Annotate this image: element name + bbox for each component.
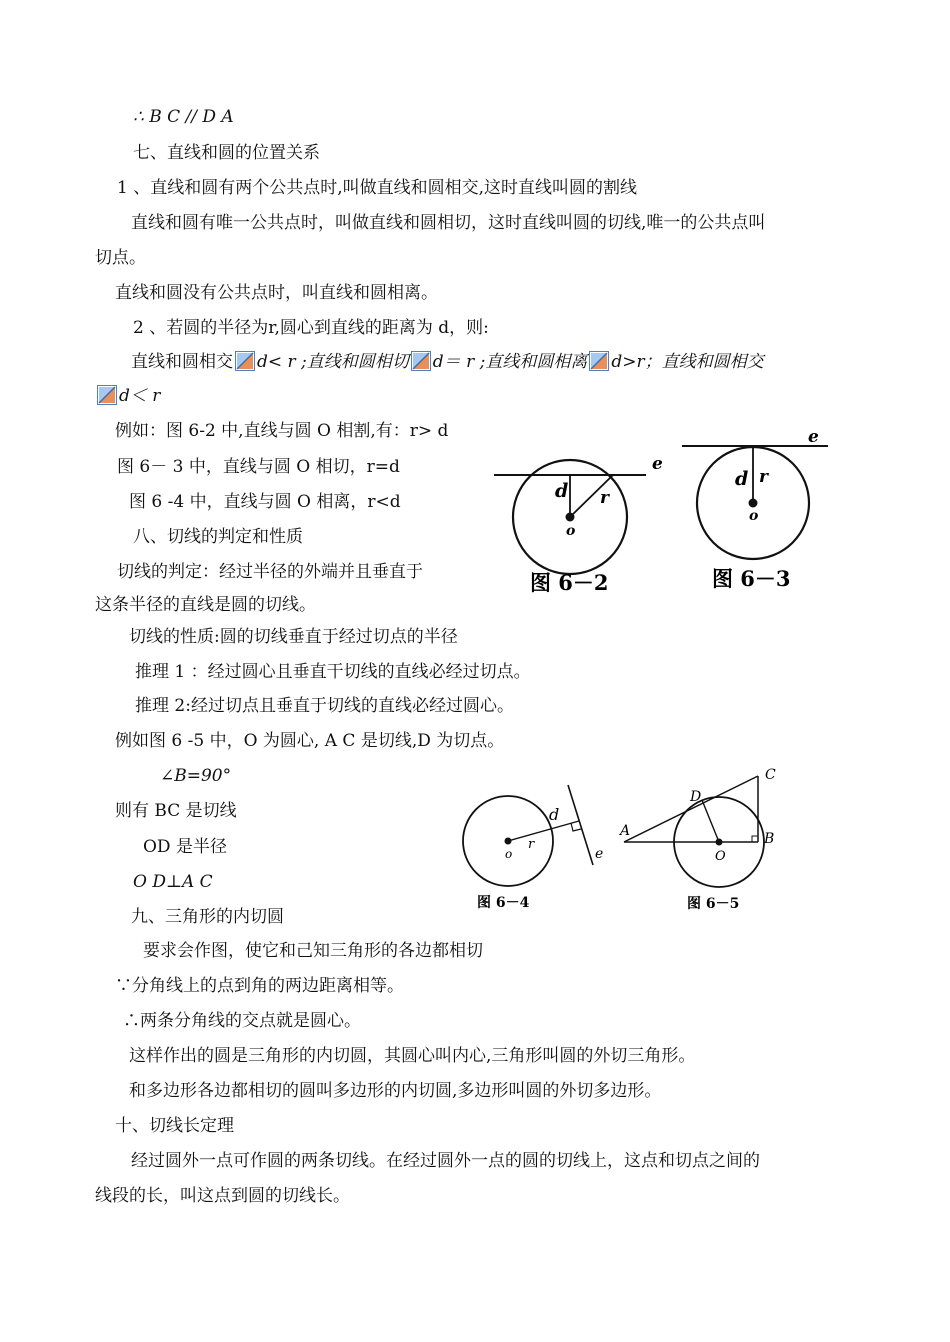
fig64-label-r: r bbox=[528, 837, 535, 852]
line-od-radius: OD 是半径 bbox=[143, 837, 227, 857]
heading-ten: 十、切线长定理 bbox=[115, 1116, 234, 1136]
line-bc-parallel-da: ∴ B C // D A bbox=[133, 107, 234, 127]
figure-6-2 bbox=[488, 445, 678, 600]
line-incenter: ∴两条分角线的交点就是圆心。 bbox=[123, 1011, 361, 1031]
line-example-65: 例如图 6 -5 中，O 为圆心, A C 是切线,D 为切点。 bbox=[115, 731, 505, 751]
figure-6-5 bbox=[612, 760, 792, 915]
heading-eight: 八、切线的判定和性质 bbox=[133, 527, 303, 547]
line-tangent-length-def: 经过圆外一点可作圆的两条切线。在经过圆外一点的圆的切线上，这点和切点之间的 bbox=[131, 1151, 760, 1171]
fig63-label-e: e bbox=[808, 427, 819, 447]
relation-intersect-again-label: d>r；直线和圆相交 bbox=[611, 352, 764, 372]
relation-tangent-label: d< r ;直线和圆相切 bbox=[257, 352, 409, 372]
line-angle-b: ∠B=90° bbox=[160, 766, 232, 786]
figure-6-4 bbox=[458, 780, 618, 915]
line-separate-def: 直线和圆没有公共点时，叫直线和圆相离。 bbox=[115, 283, 438, 303]
fig65-caption: 图 6－5 bbox=[687, 896, 740, 912]
relation-last-label: d＜ r bbox=[119, 386, 161, 406]
fig63-caption: 图 6－3 bbox=[712, 566, 791, 591]
fig65-label-d: D bbox=[690, 789, 702, 805]
line-tangent-length-cont: 线段的长，叫这点到圆的切线长。 bbox=[95, 1186, 350, 1206]
fig62-label-r: r bbox=[600, 488, 609, 508]
fig63-label-r: r bbox=[759, 467, 768, 487]
line-bc-tangent: 则有 BC 是切线 bbox=[115, 801, 237, 821]
line-bisector-property: ∵分角线上的点到角的两边距离相等。 bbox=[115, 976, 404, 996]
line-example-62: 例如：图 6-2 中,直线与圆 O 相割,有：r> d bbox=[115, 421, 449, 441]
fig62-caption: 图 6－2 bbox=[530, 570, 609, 595]
line-tangent-point: 切点。 bbox=[95, 248, 146, 268]
line-example-63: 图 6－ 3 中，直线与圆 O 相切，r=d bbox=[117, 457, 400, 477]
fig62-label-d: d bbox=[555, 480, 569, 502]
image-placeholder-icon bbox=[235, 351, 255, 371]
line-incircle-def: 这样作出的圆是三角形的内切圆，其圆心叫内心,三角形叫圆的外切三角形。 bbox=[129, 1046, 696, 1066]
fig65-label-c: C bbox=[765, 767, 776, 783]
line-construction: 要求会作图，使它和己知三角形的各边都相切 bbox=[143, 941, 483, 961]
fig63-label-o: o bbox=[749, 508, 759, 524]
line-tangent-property: 切线的性质:圆的切线垂直于经过切点的半径 bbox=[129, 627, 458, 647]
fig64-label-d: d bbox=[549, 805, 560, 824]
image-placeholder-icon bbox=[97, 385, 117, 405]
line-corollary-1: 推理 1 ：经过圆心且垂直干切线的直线必经过切点。 bbox=[135, 662, 531, 682]
heading-nine: 九、三角形的内切圆 bbox=[131, 907, 284, 927]
relation-intersect-label: 直线和圆相交 bbox=[131, 352, 233, 372]
fig65-label-o: O bbox=[715, 849, 726, 864]
line-example-64: 图 6 -4 中，直线与圆 O 相离，r<d bbox=[129, 492, 401, 512]
line-radius-distance: 2 、若圆的半径为r,圆心到直线的距离为 d，则: bbox=[133, 318, 489, 338]
fig63-label-d: d bbox=[735, 468, 749, 490]
relation-separate-label: d＝ r ;直线和圆相离 bbox=[432, 352, 588, 372]
fig64-label-e: e bbox=[595, 846, 604, 862]
fig62-label-o: o bbox=[566, 523, 576, 539]
line-corollary-2: 推理 2:经过切点且垂直于切线的直线必经过圆心。 bbox=[135, 696, 514, 716]
fig65-label-a: A bbox=[620, 823, 631, 839]
fig64-caption: 图 6－4 bbox=[477, 895, 530, 911]
image-placeholder-icon bbox=[411, 351, 431, 371]
line-relations bbox=[131, 351, 764, 373]
line-tangent-criterion: 切线的判定：经过半径的外端并且垂直于 bbox=[117, 562, 423, 582]
fig64-label-o: o bbox=[505, 847, 513, 861]
line-relations-cont bbox=[95, 385, 160, 407]
fig62-label-e: e bbox=[652, 454, 663, 474]
figure-6-3 bbox=[678, 425, 838, 595]
line-tangent-criterion-cont: 这条半径的直线是圆的切线。 bbox=[95, 595, 316, 615]
line-tangent-def: 直线和圆有唯一公共点时，叫做直线和圆相切，这时直线叫圆的切线,唯一的公共点叫 bbox=[131, 213, 766, 233]
heading-seven: 七、直线和圆的位置关系 bbox=[133, 143, 320, 163]
image-placeholder-icon bbox=[589, 351, 609, 371]
line-secant-def: 1 、直线和圆有两个公共点时,叫做直线和圆相交,这时直线叫圆的割线 bbox=[117, 178, 638, 198]
fig65-label-b: B bbox=[764, 831, 775, 847]
line-od-perp-ac: O D⊥A C bbox=[133, 872, 213, 892]
line-polygon-incircle: 和多边形各边都相切的圆叫多边形的内切圆,多边形叫圆的外切多边形。 bbox=[129, 1081, 662, 1101]
